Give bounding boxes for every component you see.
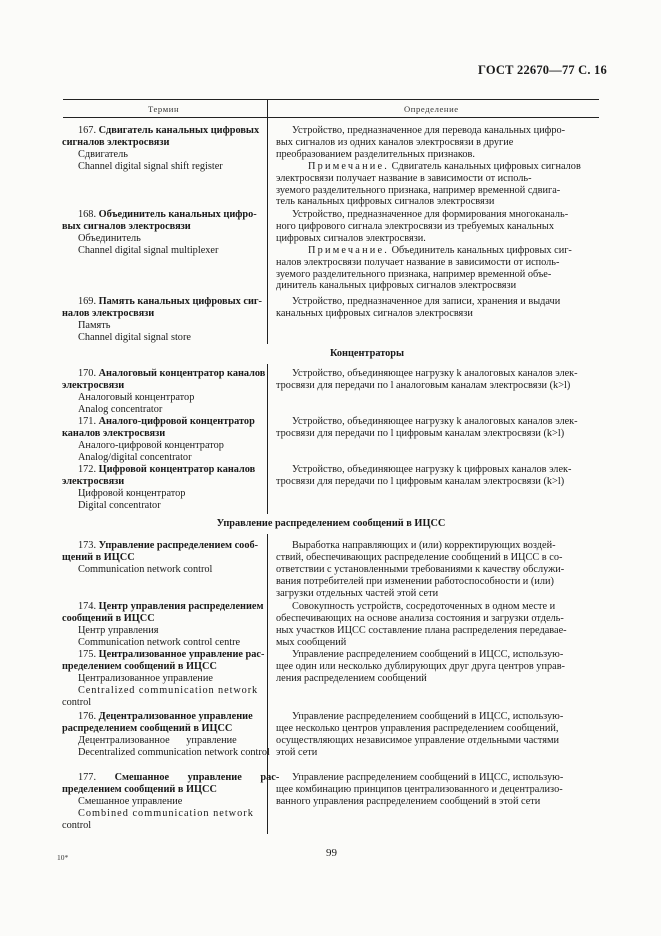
term-170 bbox=[62, 368, 266, 416]
term-176 bbox=[62, 711, 270, 759]
definition-174 bbox=[276, 601, 599, 649]
term-173-line-1: 173. Управление распределением сооб- bbox=[78, 540, 259, 551]
definition-177-line-3: ванного управления распределением сообщений в этой сети bbox=[276, 795, 541, 807]
definition-173-line-1: Выработка направляющих и (или) корректирующих воздей- bbox=[292, 540, 556, 551]
term-172-line-1: 172. Цифровой концентратор каналов bbox=[78, 464, 256, 475]
term-176-short: Децентрализованное управление bbox=[78, 734, 237, 746]
definition-175-line-1: Управление распределением сообщений в ИЦСС, использую- bbox=[292, 649, 564, 660]
term-171 bbox=[62, 416, 263, 464]
table-header-rule bbox=[63, 117, 599, 118]
definition-168-note-line-1: Примечание. Объединитель канальных цифровых сиг- bbox=[308, 244, 572, 256]
definition-167 bbox=[276, 125, 599, 208]
term-175-english-cont: control bbox=[62, 696, 92, 708]
term-169-line-2: налов электросвязи bbox=[62, 307, 155, 319]
term-177-english: Combined communication network bbox=[78, 807, 254, 819]
term-172-short: Цифровой концентратор bbox=[78, 487, 186, 499]
term-177-english-cont: control bbox=[62, 819, 92, 831]
term-175-line-2: пределением сообщений в ИЦСС bbox=[62, 660, 217, 672]
term-173 bbox=[62, 540, 263, 576]
definition-171-line-1: Устройство, объединяющее нагрузку k аналоговых каналов элек- bbox=[292, 416, 578, 427]
definition-167-note-line-3: зуемого разделительного признака, например временной сдвига- bbox=[276, 184, 561, 196]
definition-171 bbox=[276, 416, 599, 440]
footer-mark: 10* bbox=[57, 853, 69, 862]
definition-172 bbox=[276, 464, 599, 488]
definition-174-line-4: мых сообщений bbox=[276, 636, 347, 648]
definition-168-note-line-2: налов электросвязи получает название в зависимости от исполь- bbox=[276, 256, 560, 268]
definition-168-line-3: цифровых сигналов электросвязи. bbox=[276, 232, 426, 244]
term-177-line-2: пределением сообщений в ИЦСС bbox=[62, 783, 217, 795]
term-172-line-2: электросвязи bbox=[62, 475, 125, 487]
term-177-line-1: 177. Смешанное управление рас- bbox=[78, 772, 280, 783]
definition-174-line-3: ных участков ИЦСС составление плана распределения передавае- bbox=[276, 624, 567, 636]
definition-169-line-2: канальных цифровых сигналов электросвязи bbox=[276, 307, 473, 319]
definition-167-note-line-2: электросвязи получает название в зависимости от исполь- bbox=[276, 172, 532, 184]
definition-174-line-1: Совокупность устройств, сосредоточенных в одном месте и bbox=[292, 601, 556, 612]
definition-169-line-1: Устройство, предназначенное для записи, хранения и выдачи bbox=[292, 296, 561, 307]
definition-170-line-1: Устройство, объединяющее нагрузку k аналоговых каналов элек- bbox=[292, 368, 578, 379]
term-176-english: Decentralized communication network control bbox=[78, 746, 270, 758]
definition-167-line-3: преобразованием разделительных признаков. bbox=[276, 148, 475, 160]
term-174-line-1: 174. Центр управления распределением bbox=[78, 601, 264, 612]
term-170-english: Analog concentrator bbox=[78, 403, 163, 415]
definition-175-line-3: ления распределением сообщений bbox=[276, 672, 427, 684]
term-169-short: Память bbox=[78, 319, 111, 331]
term-177 bbox=[62, 772, 280, 832]
table-top-rule bbox=[63, 99, 599, 100]
definition-176-line-2: щее несколько центров управления распределением сообщений, bbox=[276, 722, 559, 734]
note-label: Примечание. bbox=[308, 160, 390, 172]
term-174-line-2: сообщений в ИЦСС bbox=[62, 612, 155, 624]
definition-168-line-2: ного цифрового сигнала электросвязи из требуемых канальных bbox=[276, 220, 554, 232]
definition-173-line-4: вания потребителей при изменении работоспособности и (или) bbox=[276, 575, 554, 587]
term-175-english: Centralized communication network bbox=[78, 684, 259, 696]
definition-167-note-line-1: Примечание. Сдвигатель канальных цифровых сигналов bbox=[308, 160, 581, 172]
definition-170 bbox=[276, 368, 599, 392]
definition-168-line-1: Устройство, предназначенное для формирования многоканаль- bbox=[292, 209, 569, 220]
definition-174-line-2: обеспечивающих на основе анализа состояния и загрузки отдель- bbox=[276, 612, 564, 624]
term-176-line-1: 176. Децентрализованное управление bbox=[78, 711, 253, 722]
column-divider-1 bbox=[267, 99, 268, 344]
term-170-line-1: 170. Аналоговый концентратор каналов bbox=[78, 368, 266, 379]
term-175-line-1: 175. Централизованное управление рас- bbox=[78, 649, 265, 660]
term-170-line-2: электросвязи bbox=[62, 379, 125, 391]
term-175 bbox=[62, 649, 263, 709]
term-167-line-2: сигналов электросвязи bbox=[62, 136, 170, 148]
definition-175-line-2: щее один или несколько дублирующих друг друга центров управ- bbox=[276, 660, 565, 672]
definition-173-line-3: ответствии с установленными требованиями к качеству обслужи- bbox=[276, 563, 565, 575]
term-169-line-1: 169. Память канальных цифровых сиг- bbox=[78, 296, 262, 307]
definition-177 bbox=[276, 772, 599, 808]
term-177-short: Смешанное управление bbox=[78, 795, 183, 807]
term-170-short: Аналоговый концентратор bbox=[78, 391, 195, 403]
term-167-english: Channel digital signal shift register bbox=[78, 160, 223, 172]
definition-173 bbox=[276, 540, 599, 600]
term-168-english: Channel digital signal multiplexer bbox=[78, 244, 219, 256]
definition-177-line-2: щее комбинацию принципов централизованного и децентрализо- bbox=[276, 783, 563, 795]
definition-176-line-1: Управление распределением сообщений в ИЦСС, использую- bbox=[292, 711, 564, 722]
definition-177-line-1: Управление распределением сообщений в ИЦСС, использую- bbox=[292, 772, 564, 783]
definition-169 bbox=[276, 296, 599, 320]
definition-167-line-1: Устройство, предназначенное для перевода канальных цифро- bbox=[292, 125, 566, 136]
definition-171-line-2: тросвязи для передачи по l цифровым каналам электросвязи (k>l) bbox=[276, 427, 565, 439]
term-171-line-2: каналов электросвязи bbox=[62, 427, 166, 439]
term-168-line-2: вых сигналов электросвязи bbox=[62, 220, 191, 232]
term-171-short: Аналого-цифровой концентратор bbox=[78, 439, 224, 451]
term-167-line-1: 167. Сдвигатель канальных цифровых bbox=[78, 125, 260, 136]
column-header-definition: Определение bbox=[404, 104, 459, 114]
standard-header: ГОСТ 22670—77 С. 16 bbox=[478, 63, 607, 77]
definition-176-line-4: этой сети bbox=[276, 746, 318, 758]
definition-170-line-2: тросвязи для передачи по l аналоговым каналам электросвязи (k>l) bbox=[276, 379, 571, 391]
definition-176 bbox=[276, 711, 599, 759]
term-173-english: Communication network control bbox=[78, 563, 213, 575]
term-171-english: Analog/digital concentrator bbox=[78, 451, 192, 463]
definition-167-note-line-4: тель канальных цифровых сигналов электросвязи bbox=[276, 196, 495, 208]
term-176-line-2: распределением сообщений в ИЦСС bbox=[62, 722, 233, 734]
definition-176-line-3: осуществляющих независимое управление отдельными частями bbox=[276, 734, 559, 746]
term-175-short: Централизованное управление bbox=[78, 672, 213, 684]
definition-175 bbox=[276, 649, 599, 685]
definition-172-line-1: Устройство, объединяющее нагрузку k цифровых каналов элек- bbox=[292, 464, 572, 475]
term-174-english: Communication network control centre bbox=[78, 636, 241, 648]
term-168-line-1: 168. Объединитель канальных цифро- bbox=[78, 209, 257, 220]
term-172-english: Digital concentrator bbox=[78, 499, 161, 511]
section-title-message-control: Управление распределением сообщений в ИЦСС bbox=[216, 518, 446, 529]
term-172 bbox=[62, 464, 263, 512]
column-header-terms: Термин bbox=[148, 104, 180, 114]
term-168 bbox=[62, 209, 263, 257]
page-number: 99 bbox=[326, 847, 337, 859]
definition-173-line-5: загрузки отдельных частей этой сети bbox=[276, 587, 439, 599]
term-174-short: Центр управления bbox=[78, 624, 159, 636]
definition-172-line-2: тросвязи для передачи по l цифровым каналам электросвязи (k>l) bbox=[276, 475, 565, 487]
term-167 bbox=[62, 125, 263, 173]
column-divider-3 bbox=[267, 534, 268, 834]
term-168-short: Объединитель bbox=[78, 232, 141, 244]
term-174 bbox=[62, 601, 263, 649]
term-171-line-1: 171. Аналого-цифровой концентратор bbox=[78, 416, 255, 427]
term-169 bbox=[62, 296, 263, 344]
definition-173-line-2: ствий, обеспечивающих распределение сообщений в ИЦСС в со- bbox=[276, 551, 563, 563]
definition-167-line-2: вых сигналов из одних каналов электросвязи в другие bbox=[276, 136, 514, 148]
column-divider-2 bbox=[267, 364, 268, 514]
definition-168 bbox=[276, 209, 599, 292]
section-title-concentrators: Концентраторы bbox=[329, 348, 405, 359]
term-169-english: Channel digital signal store bbox=[78, 331, 191, 343]
term-173-line-2: щений в ИЦСС bbox=[62, 551, 135, 563]
definition-168-note-line-3: зуемого разделительного признака, например временной объе- bbox=[276, 268, 552, 280]
term-167-short: Сдвигатель bbox=[78, 148, 128, 160]
note-label: Примечание. bbox=[308, 244, 390, 256]
definition-168-note-line-4: динитель канальных цифровых сигналов электросвязи bbox=[276, 280, 517, 292]
